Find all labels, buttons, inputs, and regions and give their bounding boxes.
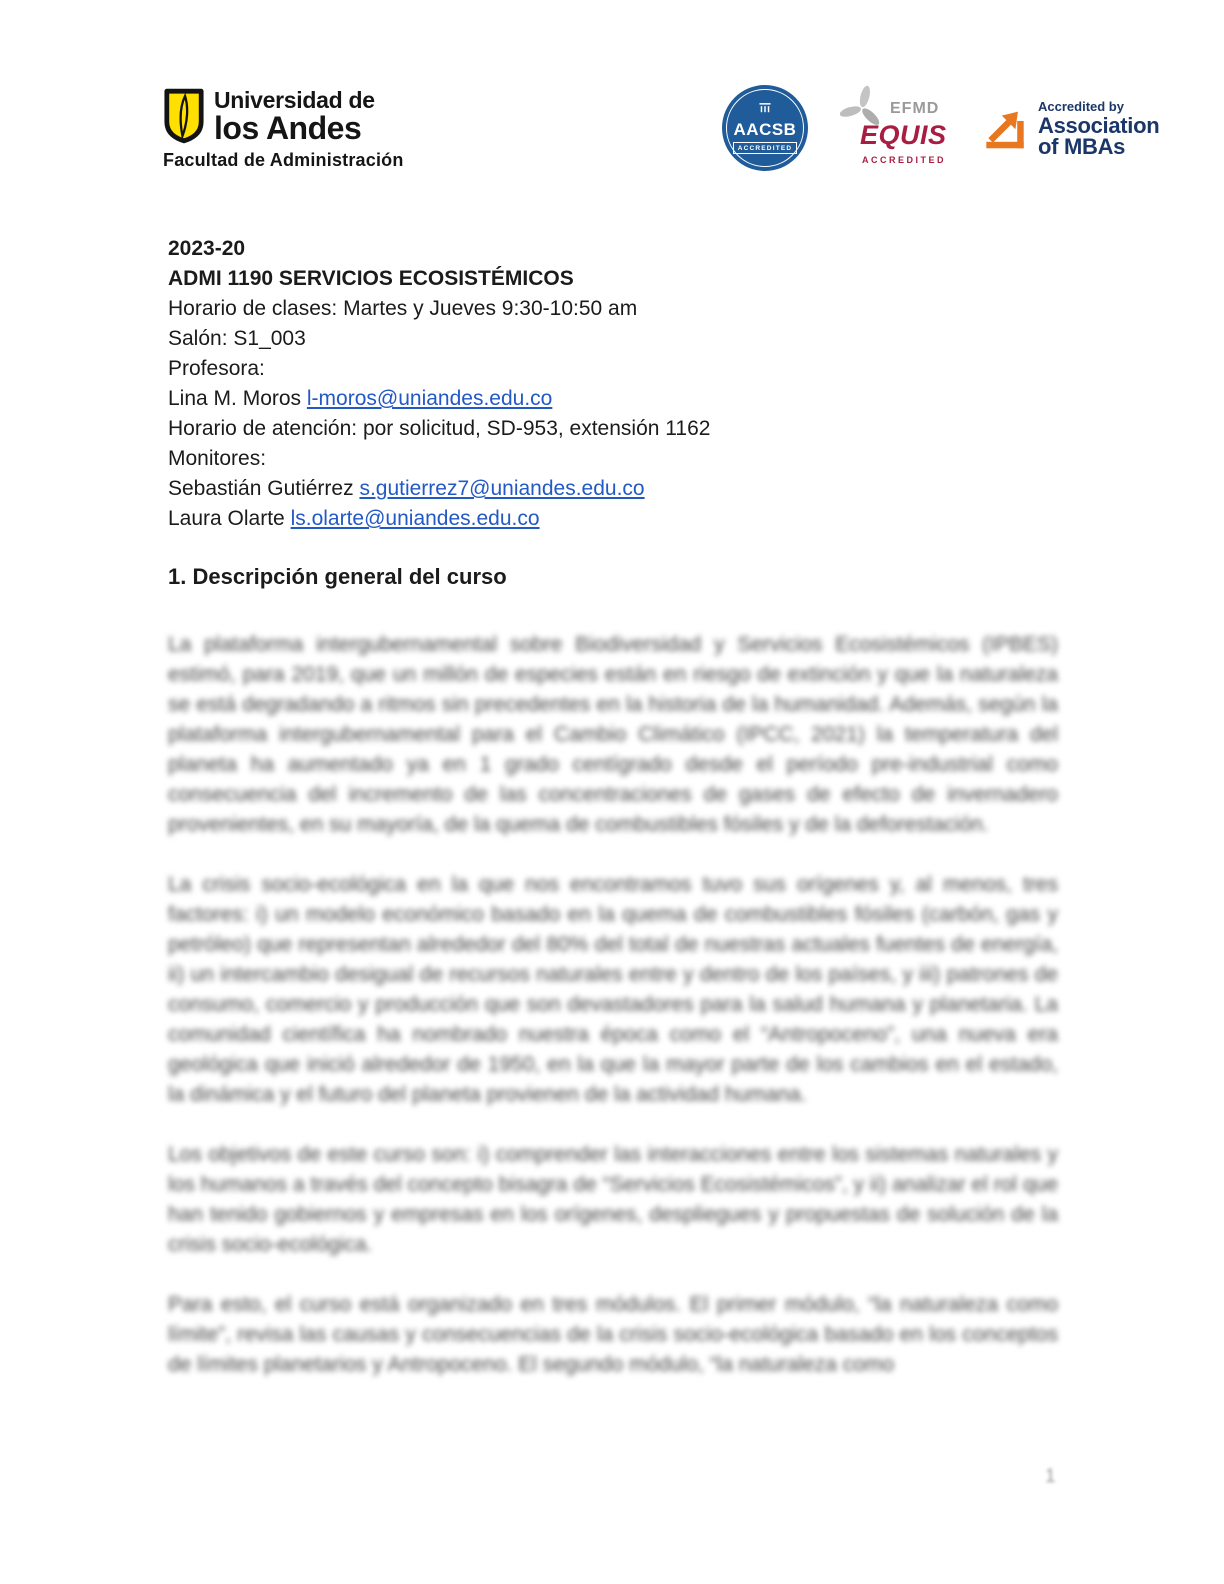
equis-accredited-label: ACCREDITED: [862, 155, 947, 165]
equis-name: EQUIS: [860, 120, 947, 150]
logo-institution-line2: los Andes: [214, 110, 362, 146]
monitors-label: Monitores:: [168, 447, 267, 470]
amba-badge: [982, 99, 1159, 157]
professor-email-link[interactable]: l-moros@uniandes.edu.co: [306, 387, 553, 410]
amba-of-mbas-label: of MBAs: [1038, 134, 1126, 159]
blurred-paragraph-3: Los objetivos de este curso son: i) comprender las interacciones entre los sistemas naturales y los humanos a través del concepto bisagra de “Servicios Ecosistémicos”, y ii) analizar el rol que han tenido gobiernos y empresas en los orígenes, despliegues y propuestas de solución de la crisis socio-ecológica.: [168, 1143, 1058, 1256]
amba-association-label: Association: [1038, 113, 1160, 138]
efmd-label: EFMD: [890, 100, 940, 117]
aacsb-name: AACSB: [733, 120, 797, 139]
page-number: 1: [1045, 1466, 1056, 1487]
accreditation-badges: [722, 84, 1159, 172]
aacsb-pillars-icon: [755, 102, 775, 121]
logo-institution-line1: Universidad de: [214, 87, 375, 113]
classroom: Salón: S1_003: [168, 327, 306, 350]
term: 2023-20: [168, 237, 246, 260]
uniandes-logo: [163, 88, 404, 171]
professor-name: Lina M. Moros: [168, 387, 307, 410]
uniandes-shield-icon: [163, 88, 205, 144]
document-content: [168, 234, 1058, 1410]
logo-faculty-name: Facultad de Administración: [163, 150, 404, 170]
class-schedule: Horario de clases: Martes y Jueves 9:30-10:50 am: [168, 297, 638, 320]
aacsb-accredited-label: ACCREDITED: [733, 142, 798, 154]
monitor2-line: [168, 504, 1058, 534]
section-heading: 1. Descripción general del curso: [168, 564, 507, 589]
office-hours: Horario de atención: por solicitud, SD-953, extensión 1162: [168, 417, 711, 440]
monitor1-line: [168, 474, 1058, 504]
monitor2-email-link[interactable]: ls.olarte@uniandes.edu.co: [290, 507, 540, 530]
equis-badge: [834, 84, 958, 172]
monitor1-name: Sebastián Gutiérrez: [168, 477, 360, 500]
monitor1-email-link[interactable]: s.gutierrez7@uniandes.edu.co: [359, 477, 645, 500]
professor-line: [168, 384, 1058, 414]
professor-label: Profesora:: [168, 357, 265, 380]
amba-arrow-icon: [982, 103, 1028, 154]
blurred-paragraph-2: La crisis socio-ecológica en la que nos encontramos tuvo sus orígenes y, al menos, tres factores: i) un modelo económico basado en la quema de combustibles fósiles (carbón, gas y petróleo) que representan alrededor del 80% del total de nuestras actuales fuentes de energía, ii) un intercambio desigual de recursos naturales entre y dentro de los países, y iii) patrones de consumo, comercio y producción que son devastadores para la salud humana y planetaria. La comunidad científica ha nombrado nuestra época como el “Antropoceno”, una nueva era geológica que inició alrededor de 1950, en la que la mayor parte de los cambios en el estado, la dinámica y el futuro del planeta provienen de la actividad humana.: [168, 873, 1058, 1106]
monitor2-name: Laura Olarte: [168, 507, 291, 530]
aacsb-badge: [722, 85, 808, 171]
blurred-paragraph-1: La plataforma intergubernamental sobre Biodiversidad y Servicios Ecosistémicos (IPBES) estimó, para 2019, que un millón de especies están en riesgo de extinción y que la naturaleza se está degradando a ritmos sin precedentes en la historia de la humanidad. Además, según la plataforma intergubernamental para el Cambio Climático (IPCC, 2021) la temperatura del planeta ha aumentado ya en 1 grado centígrado desde el período pre-industrial como consecuencia del incremento de las concentraciones de gases de efecto de invernadero provenientes, en su mayoría, de la quema de combustibles fósiles y de la deforestación.: [168, 633, 1058, 836]
course-code-title: ADMI 1190 SERVICIOS ECOSISTÉMICOS: [168, 267, 574, 290]
amba-accredited-by-label: Accredited by: [1038, 99, 1124, 114]
blurred-paragraph-4: Para esto, el curso está organizado en tres módulos. El primer módulo, “la naturaleza como límite”, revisa las causas y consecuencias de la crisis socio-ecológica basado en los conceptos de límites planetarios y Antropoceno. El segundo módulo, “la naturaleza como: [168, 1293, 1058, 1376]
